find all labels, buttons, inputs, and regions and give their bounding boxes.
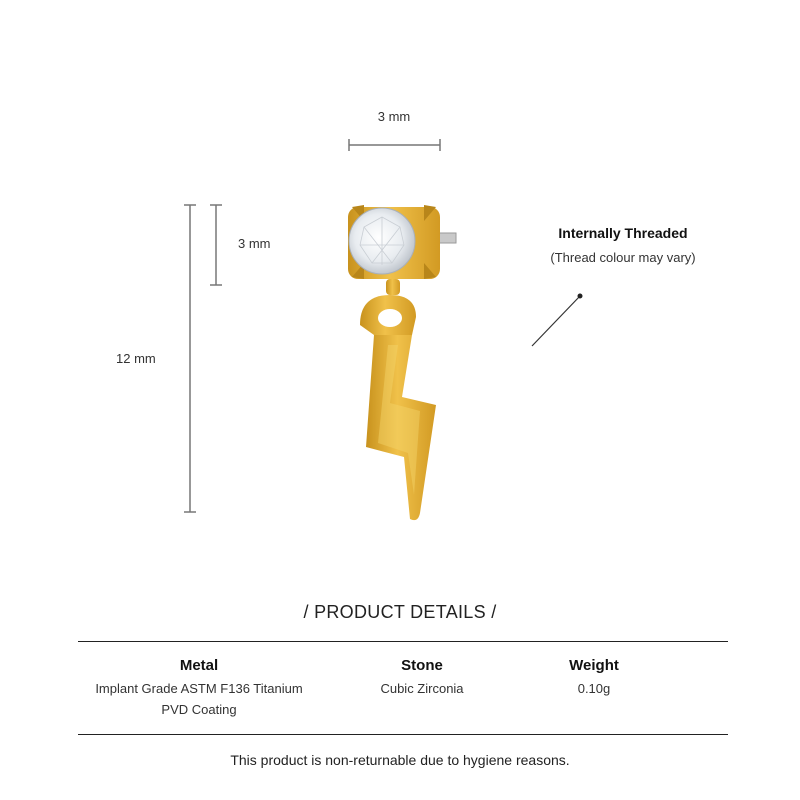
- width-dimension-bracket: [349, 139, 440, 151]
- weight-value: 0.10g: [577, 681, 611, 696]
- metal-column: [95, 657, 302, 720]
- threaded-post: [438, 233, 456, 243]
- returns-notice: This product is non-returnable due to hygiene reasons.: [230, 752, 570, 768]
- stone-value: Cubic Zirconia: [380, 681, 464, 696]
- threading-title: Internally Threaded: [558, 225, 688, 241]
- total-length-dimension-label: 12 mm: [116, 351, 156, 366]
- details-top-divider: [78, 641, 728, 642]
- threading-note: (Thread colour may vary): [550, 250, 696, 265]
- stone-heading: Stone: [401, 657, 443, 674]
- width-dimension-label: 3 mm: [377, 109, 411, 124]
- product-details-heading: / PRODUCT DETAILS /: [303, 602, 497, 622]
- metal-value-line-1: Implant Grade ASTM F136 Titanium: [95, 681, 303, 696]
- stone-column: [380, 657, 463, 699]
- weight-column: [569, 657, 619, 699]
- metal-heading: Metal: [179, 657, 219, 674]
- annotation-pointer-line: [532, 294, 583, 347]
- head-height-dimension-label: 3 mm: [238, 236, 271, 251]
- lightning-bolt-earring-illustration: [330, 195, 470, 535]
- details-bottom-divider: [78, 734, 728, 735]
- metal-value-line-2: PVD Coating: [161, 702, 237, 717]
- head-height-dimension-bracket: [210, 205, 222, 285]
- weight-heading: Weight: [569, 657, 619, 674]
- total-length-dimension-bracket: [184, 205, 196, 512]
